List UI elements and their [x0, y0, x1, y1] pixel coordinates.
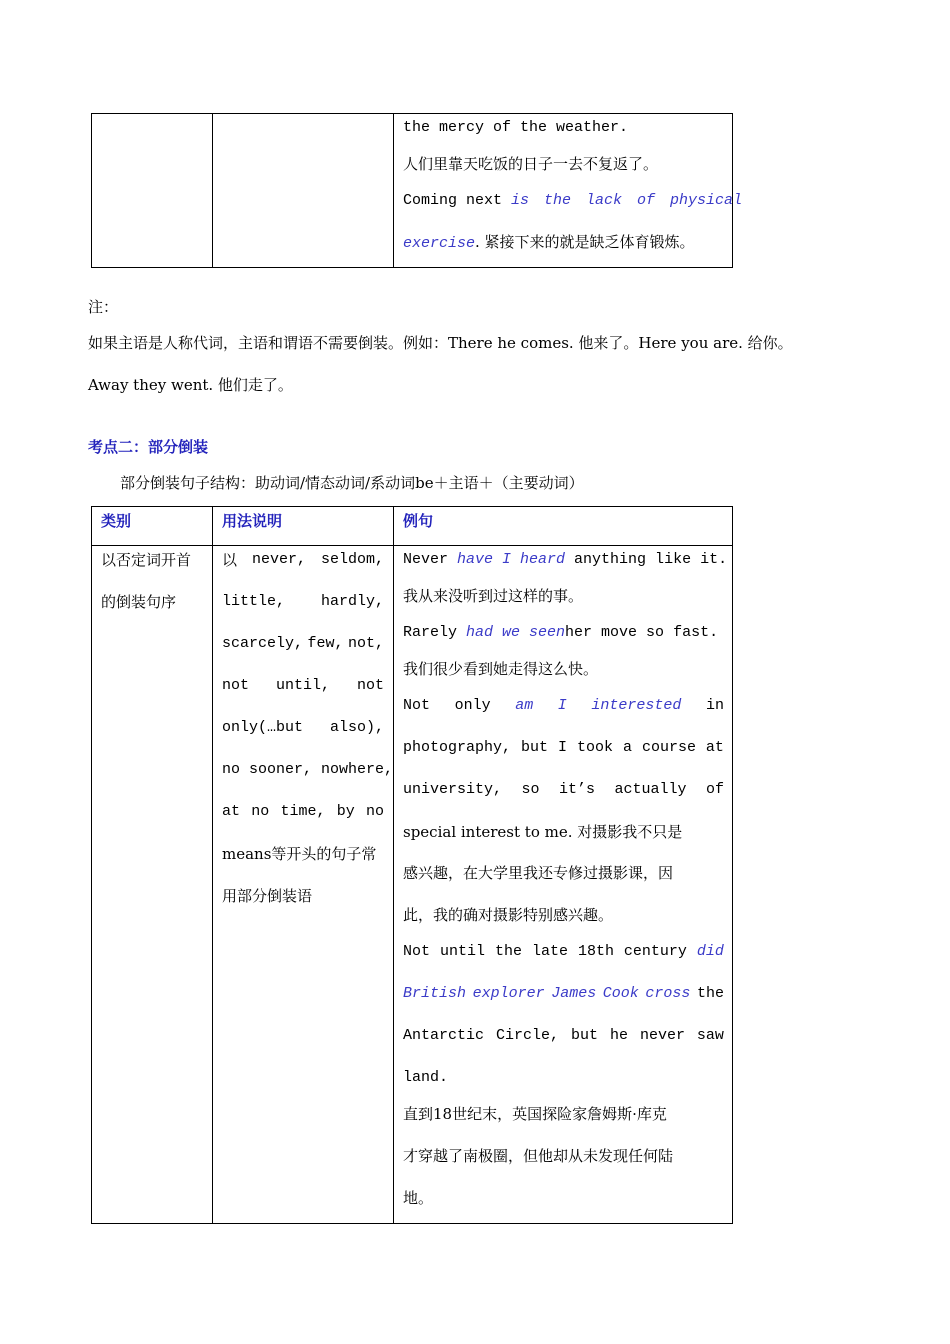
usage-line: little, hardly,	[222, 593, 384, 610]
example-text: land.	[403, 1069, 449, 1086]
table-divider	[393, 506, 394, 1224]
inverted-predicate: is the lack of physical	[511, 192, 743, 209]
example-text: photography, but I took a course at	[403, 739, 724, 756]
usage-line: no sooner, nowhere,	[222, 761, 394, 778]
usage-line: means等开头的句子常	[222, 845, 377, 863]
inverted-predicate: have I heard	[457, 551, 566, 568]
example-text: Coming next is the lack of physical	[403, 192, 743, 209]
structure-line: 部分倒装句子结构：助动词/情态动词/系动词be＋主语＋（主要动词）	[120, 474, 584, 492]
usage-line: not until, not	[222, 677, 384, 694]
header-divider	[91, 545, 733, 546]
example-translation: 地。	[403, 1189, 434, 1207]
example-translation: 人们里靠天吃饭的日子一去不复返了。	[403, 155, 659, 173]
example-text: Never have I heard anything like it.	[403, 551, 728, 568]
header-category: 类别	[101, 512, 132, 530]
example-text: special interest to me. 对摄影我不只是	[403, 823, 683, 841]
note-line: 如果主语是人称代词，主语和谓语不需要倒装。例如：There he comes. 他来了。Here you are. 给你。	[88, 334, 793, 352]
table-divider	[212, 113, 213, 268]
example-translation: 我们很少看到她走得这么快。	[403, 660, 599, 678]
example-translation: 感兴趣，在大学里我还专修过摄影课，因	[403, 864, 674, 882]
example-text: the mercy of the weather.	[403, 119, 629, 136]
category-text: 以否定词开首	[101, 551, 192, 569]
example-translation: 此，我的确对摄影特别感兴趣。	[403, 906, 614, 924]
example-text: Rarely had we seenher move so fast.	[403, 624, 719, 641]
usage-line: scarcely, few, not,	[222, 635, 384, 652]
example-translation: 我从来没听到过这样的事。	[403, 587, 584, 605]
usage-line: 以 never, seldom,	[222, 551, 384, 569]
category-text: 的倒装句序	[101, 593, 177, 611]
example-translation: 才穿越了南极圈，但他却从未发现任何陆	[403, 1147, 674, 1165]
example-text: Not until the late 18th century did	[403, 943, 724, 960]
header-usage: 用法说明	[222, 512, 283, 530]
note-line: Away they went. 他们走了。	[88, 376, 293, 394]
table-divider	[212, 506, 213, 1224]
example-translation: 直到18世纪末，英国探险家詹姆斯·库克	[403, 1105, 667, 1123]
example-text: university, so it’s actually of	[403, 781, 724, 798]
example-text: exercise. 紧接下来的就是缺乏体育锻炼。	[403, 233, 695, 252]
section-heading: 考点二：部分倒装	[88, 438, 209, 456]
example-text: Antarctic Circle, but he never saw	[403, 1027, 724, 1044]
table-divider	[393, 113, 394, 268]
inverted-predicate: exercise	[403, 235, 476, 252]
usage-line: 用部分倒装语	[222, 887, 313, 905]
inverted-predicate: had we seen	[466, 624, 566, 641]
usage-line: at no time, by no	[222, 803, 384, 820]
example-text: Not only am I interested in	[403, 697, 724, 714]
note-label: 注：	[88, 298, 119, 316]
example-text: British explorer James Cook cross the	[403, 985, 724, 1002]
header-example: 例句	[403, 512, 434, 530]
usage-line: only(…but also),	[222, 719, 384, 736]
